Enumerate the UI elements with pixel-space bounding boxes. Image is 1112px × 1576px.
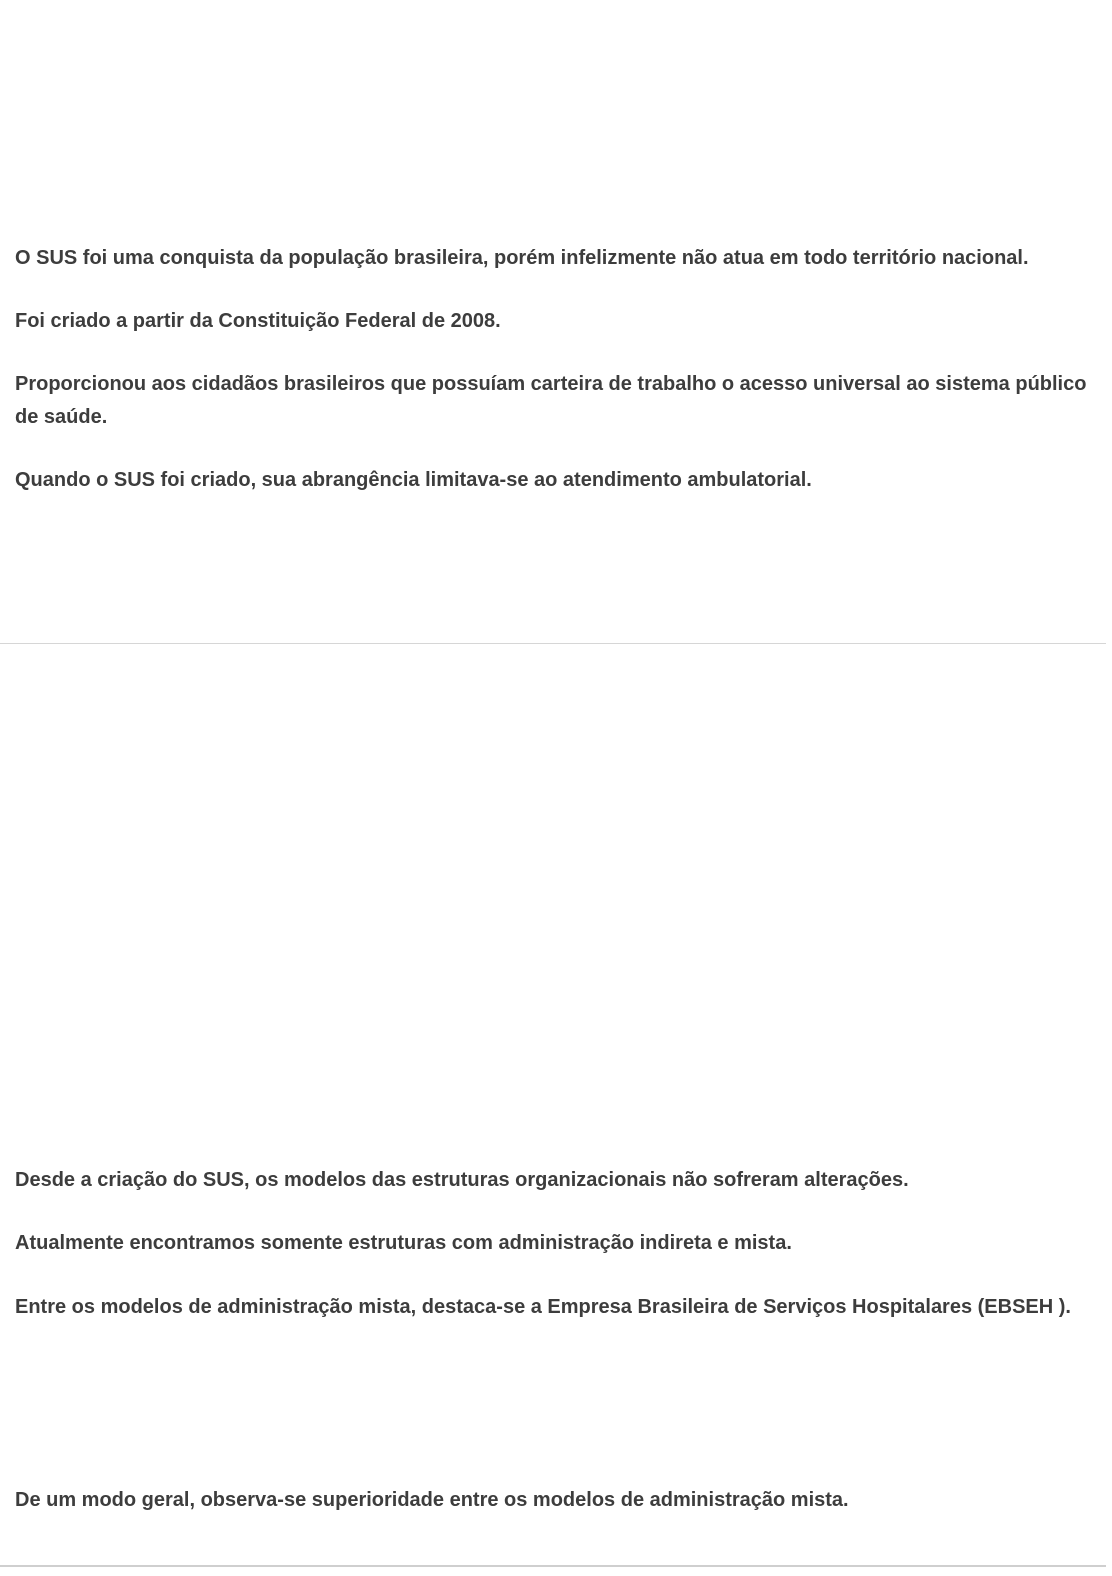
statement-8: De um modo geral, observa-se superioridade entre os modelos de administração mista. [15, 1489, 849, 1511]
statement-4: Quando o SUS foi criado, sua abrangência limitava-se ao atendimento ambulatorial. [15, 469, 812, 491]
section-divider [0, 643, 1106, 644]
statement-5: Desde a criação do SUS, os modelos das estruturas organizacionais não sofreram alterações. [15, 1169, 909, 1191]
statement-1: O SUS foi uma conquista da população brasileira, porém infelizmente não atua em todo território nacional. [15, 247, 1029, 269]
statement-3: Proporcionou aos cidadãos brasileiros que possuíam carteira de trabalho o acesso universal ao sistema público de saúde. [15, 373, 1087, 428]
statement-2: Foi criado a partir da Constituição Federal de 2008. [15, 310, 501, 332]
statement-7: Entre os modelos de administração mista, destaca-se a Empresa Brasileira de Serviços Hospitalares (EBSEH ). [15, 1296, 1071, 1318]
statement-6: Atualmente encontramos somente estruturas com administração indireta e mista. [15, 1232, 792, 1254]
bottom-divider [0, 1565, 1106, 1567]
